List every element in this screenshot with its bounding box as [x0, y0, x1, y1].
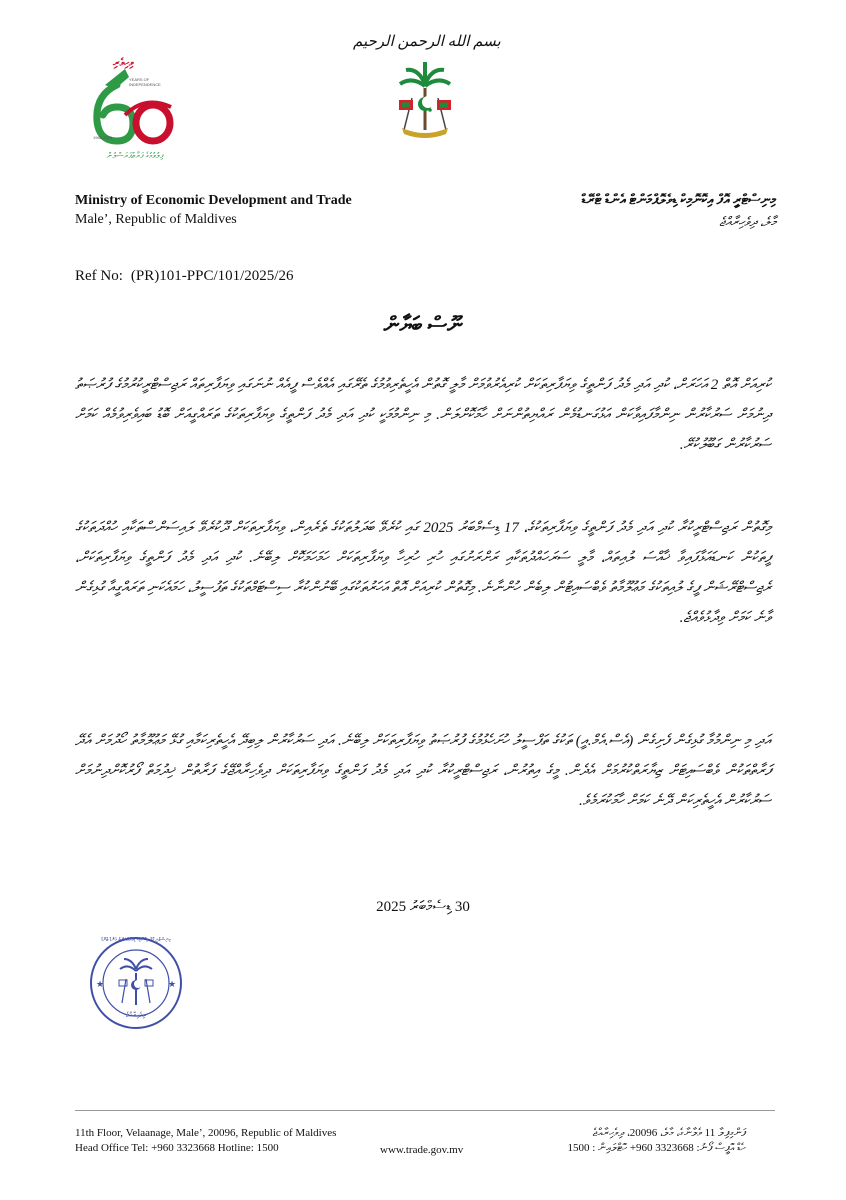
- footer-contact-dv: ހެޑް އޮފީސް ފޯނު: 3323668 960+ ހޮޓްލައިން : 1500: [567, 1142, 746, 1154]
- document-date: 30 ޑިސެމްބަރު 2025: [376, 899, 470, 915]
- logo-years-label: YEARS OF INDEPENDENCE: [129, 77, 161, 87]
- body-paragraph: މިގޮތުން ރަޖިސްޓްރީކުރާ ކުދި އަދި މެދު ފަންތީގެ ވިޔަފާރިތަކުގެ، 17 ޑިސެމްބަރު 2025 ގައި ކުރެވޭ ބަދަލުތަކުގެ ތެރެއިން، ވިޔަފާރިތަކަށް ދޫކުރެވޭ ލައިސަންސްތަކާއި ހުއްދަތަކުގެ ފީތަކުން ކަނޑައަޅާފައިވާ ޚާއްސަ ލުއިތައް، މާލީ ސަރަހައްދުތަކާއި ރަށްރަށުގައި ހުރި ހުރިހާ ވިޔަފާރިތަކަށް ހަމަހަމަކޮށް ލިބޭނެ. ކުދި އަދި މެދު ފަންތީގެ ވިޔަފާރިތަކަށް، ރެޖިސްޓްރޭޝަން ފީގެ ލުއިތަކުގެ މަޢުލޫމާތު ވެބްސައިޓުން ލިބެން ހުންނާނެ. މިގޮތުން ކުރިއަށް އޮތް އަހަރުތަކުގައި ބޭނުންކުރާ ސިސްޓަމްތަކުގެ ތަފުސީލު، ހަމައެކަނި ތަރައްގީއާ ގުޅިގެން ވާނެ ކަމަށް ވިދާޅުވެއްޖެ.: [75, 520, 771, 626]
- ministry-name-dv: މިނިސްޓްރީ އޮފް އިކޮނޮމިކް ޑިވެލޮޕްމަންޓް އެންޑް ޓްރޭޑް: [581, 193, 776, 208]
- body-paragraph: ކުރިއަށް އޮތް 2 އަހަރަށް، ކުދި އަދި މެދު ފަންތީގެ ވިޔަފާރިތަކަށް ކުރިއެރުވުމަށް މާލީ ގޮތުން އެހީތެރިވުމުގެ ތެރޭގައި އެއްވެސް ފީއެއް ނުނަގައި ވިޔަފާރިތައް ރަޖިސްޓްރީކުރުމުގެ ފުރުޞަތު ދިނުމަށް ސަރުކާރުން ނިންމާފައިވާކަން އަޅުގަނޑުމެން ރައްޔިތުންނަށް ހާމަކޮށްލަން. މި ނިންމުމަކީ ކުދި އަދި މެދު ފަންތީގެ ވިޔަފާރިތަކުގެ ތަރައްގީއަށް ބޮޑު ބައިވެރިވުމެއް ކަމަށް ސަރުކާރުން ގަބޫލުކުރޭ.: [75, 377, 771, 453]
- footer-address-en: 11th Floor, Velaanage, Male’, 20096, Republic of Maldives: [75, 1127, 337, 1139]
- ministry-city-en: Male’, Republic of Maldives: [75, 212, 237, 227]
- footer-website-link[interactable]: www.trade.gov.mv: [380, 1144, 464, 1156]
- reference-label: Ref No:: [75, 268, 123, 284]
- sixty-years-independence-logo-icon: [85, 55, 185, 165]
- ministry-name-en: Ministry of Economic Development and Trade: [75, 193, 352, 208]
- anniversary-logo: [85, 55, 185, 165]
- body-paragraph: އަދި މި ނިންމުމާ ގުޅިގެން ފެށިގެން (އެސް.އެމް.އީ) ތަކުގެ ތަފްސީލު ހުށަހެޅުމުގެ ފުރުޞަތު ވިޔަފާރިތަކަށް ލިބޭނެ. އަދި ސަރުކާރުން ލިބިދޭ އެހީތެރިކަމާއި ގުޅޭ މަޢުލޫމާތު ހޯދުމަށް އެދޭ ފަރާތްތަކުން ވެބްސައިޓަށް ޒިޔާރަތްކުރުމަށް އެދެން. މީގެ އިތުރުން، ރަޖިސްޓްރީކުރާ ކުދި އަދި މެދު ފަންތީގެ ވިޔަފާރިތަކަށް ދިވެހިރާއްޖޭގެ ފަރާތުން ޚިދުމަތް ފޯރުކޮށްދިނުމަށް ސަރުކާރުން އެހީތެރިކަން ދޭނެ ކަމަށް ހާމަކުރަމެވެ.: [75, 733, 771, 809]
- logo-dhivehi-bottom: ފިލުވުމުގެ ފަރާތްޕަރަސްލުން: [106, 151, 164, 160]
- logo-dhivehi-top: ވިހިވެރި: [113, 57, 134, 69]
- document-title: ނޫސް ބަޔާން: [383, 312, 463, 337]
- seal-ring-text: މިނިސްޓްރީ އޮފް އިކޮނޮމިކް ޑިވެލޮޕްމަންޓް އެންޑް ޓްރޭޑް: [101, 938, 171, 943]
- bismillah-text: بسم الله الرحمن الرحيم: [353, 34, 501, 50]
- maldives-state-emblem-icon: [390, 58, 460, 138]
- footer-contact-en: Head Office Tel: +960 3323668 Hotline: 1500: [75, 1142, 279, 1154]
- footer-divider: [75, 1110, 775, 1111]
- logo-year-range: 1965-2025: [93, 135, 113, 140]
- svg-text:★: ★: [168, 979, 177, 989]
- svg-text:★: ★: [96, 979, 105, 989]
- reference-number: (PR)101-PPC/101/2025/26: [130, 268, 294, 284]
- ministry-city-dv: މާލެ، ދިވެހިރާއްޖެ: [719, 214, 776, 229]
- reference-line: [75, 268, 293, 285]
- seal-bottom-text: ދިވެހިރާއްޖެ: [125, 1011, 147, 1019]
- ministry-seal: [88, 935, 184, 1031]
- footer-address-dv: ފަންގިފިލާ 11 ވެލާނާގެ، މާލެ، 20096، ދިވެހިރާއްޖެ: [592, 1127, 746, 1139]
